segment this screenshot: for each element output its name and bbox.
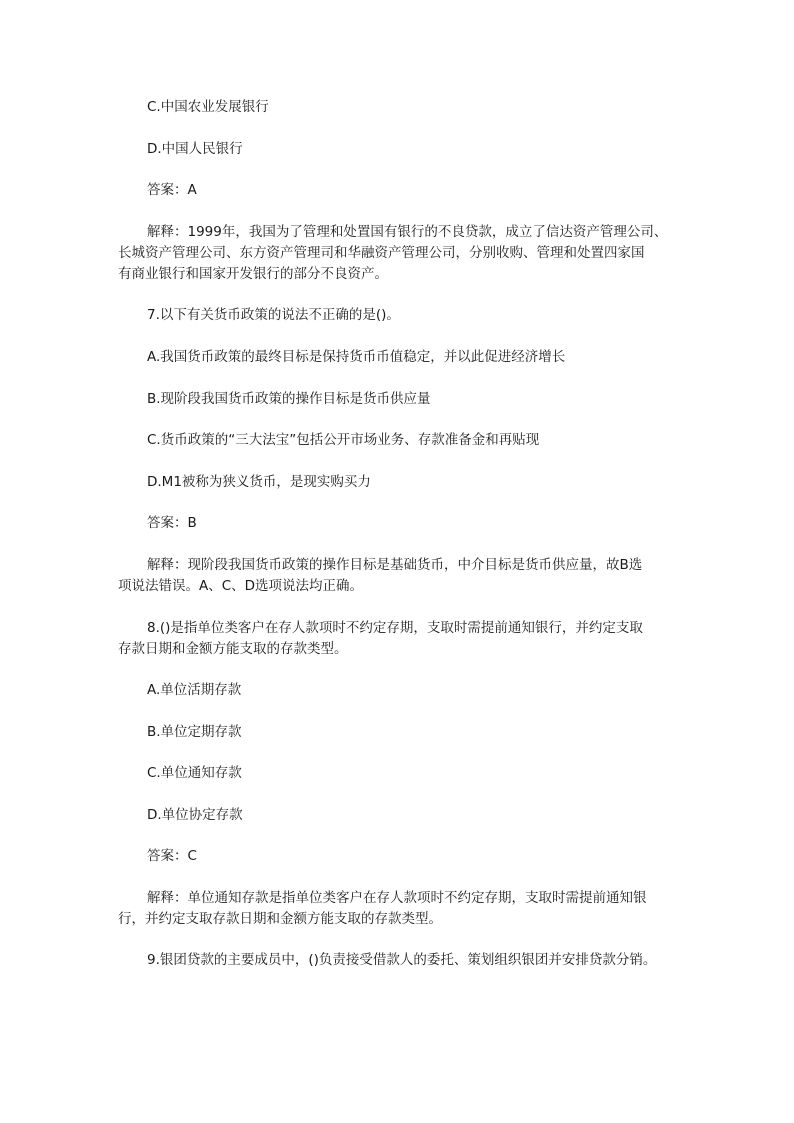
- q6-answer: 答案：A: [147, 182, 197, 198]
- q8-option-c: C.单位通知存款: [147, 765, 242, 781]
- q7-option-d: D.M1被称为狭义货币，是现实购买力: [147, 474, 371, 490]
- q8-question-line-1: 8.()是指单位类客户在存人款项时不约定存期，支取时需提前通知银行，并约定支取: [147, 620, 643, 636]
- q8-option-b: B.单位定期存款: [147, 724, 242, 740]
- q8-answer: 答案：C: [147, 848, 197, 864]
- q6-option-c: C.中国农业发展银行: [147, 99, 269, 115]
- q8-question-line-2: 存款日期和金额方能支取的存款类型。: [118, 641, 348, 657]
- q7-explanation-line-2: 项说法错误。A、C、D选项说法均正确。: [118, 578, 364, 594]
- q6-explanation-line-3: 有商业银行和国家开发银行的部分不良资产。: [118, 266, 388, 282]
- q6-explanation-line-1: 解释：1999年，我国为了管理和处置国有银行的不良贷款，成立了信达资产管理公司、: [147, 224, 668, 240]
- q7-option-a: A.我国货币政策的最终目标是保持货币币值稳定，并以此促进经济增长: [147, 349, 566, 365]
- q6-explanation-line-2: 长城资产管理公司、东方资产管理司和华融资产管理公司，分别收购、管理和处置四家国: [118, 245, 645, 261]
- q7-option-b: B.现阶段我国货币政策的操作目标是货币供应量: [147, 391, 431, 407]
- q8-option-a: A.单位活期存款: [147, 682, 242, 698]
- q7-explanation-line-1: 解释：现阶段我国货币政策的操作目标是基础货币，中介目标是货币供应量，故B选: [147, 557, 643, 573]
- q9-question: 9.银团贷款的主要成员中，()负责接受借款人的委托、策划组织银团并安排贷款分销。: [147, 952, 657, 968]
- q7-question: 7.以下有关货币政策的说法不正确的是()。: [147, 307, 400, 323]
- q7-option-c: C.货币政策的“三大法宝”包括公开市场业务、存款准备金和再贴现: [147, 432, 540, 448]
- q8-explanation-line-1: 解释：单位通知存款是指单位类客户在存人款项时不约定存期，支取时需提前通知银: [147, 890, 647, 906]
- q8-option-d: D.单位协定存款: [147, 807, 243, 823]
- q7-answer: 答案：B: [147, 515, 197, 531]
- q8-explanation-line-2: 行，并约定支取存款日期和金额方能支取的存款类型。: [118, 911, 442, 927]
- q6-option-d: D.中国人民银行: [147, 141, 243, 157]
